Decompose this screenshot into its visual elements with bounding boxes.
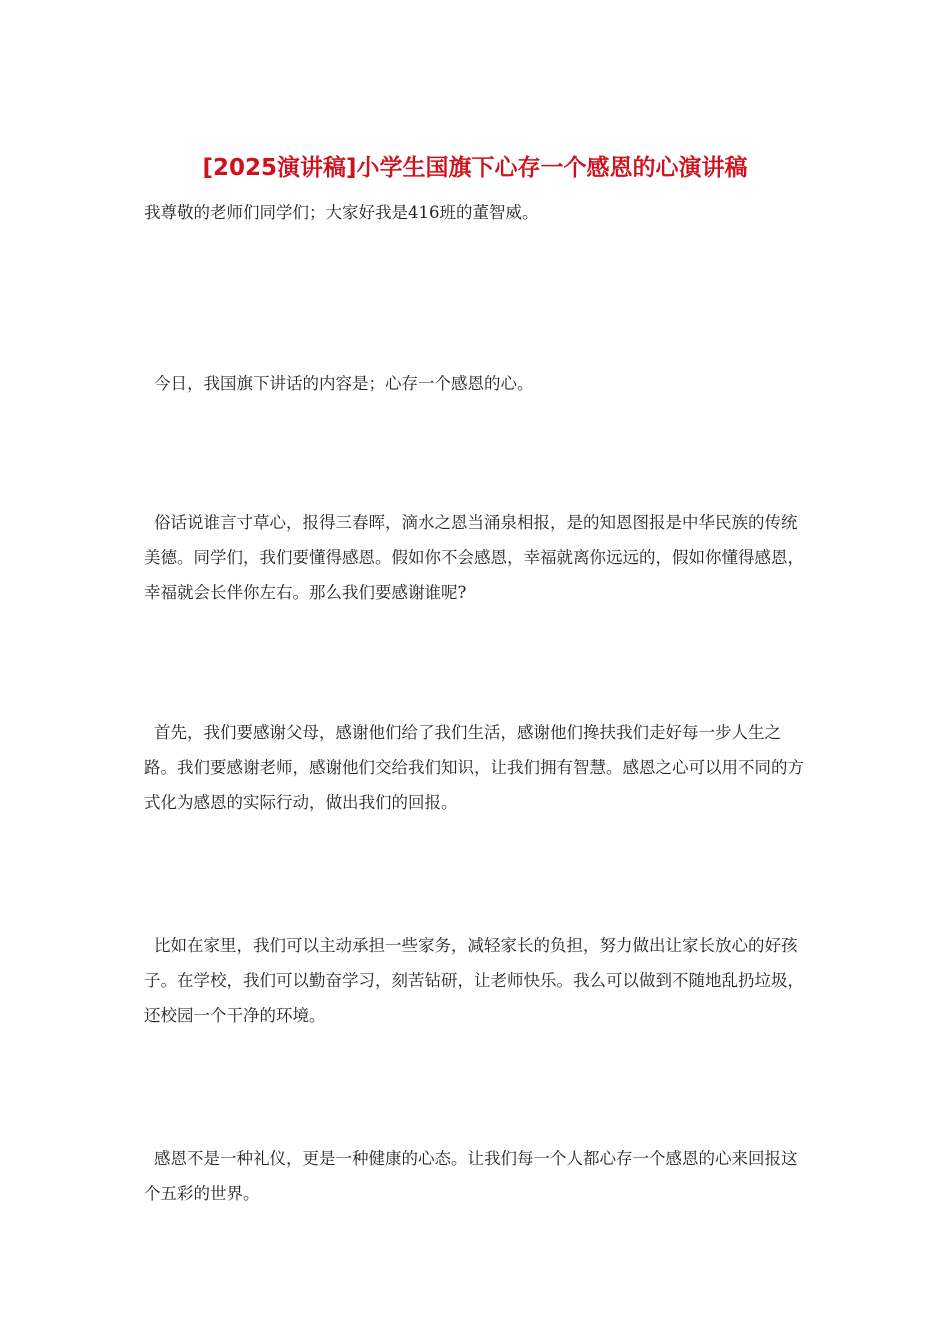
body-paragraph-1: 今日，我国旗下讲话的内容是；心存一个感恩的心。 — [154, 374, 534, 393]
page-title: [2025演讲稿]小学生国旗下心存一个感恩的心演讲稿 — [202, 155, 748, 181]
greeting-paragraph: 我尊敬的老师们同学们；大家好我是416班的董智威。 — [144, 203, 539, 222]
body-paragraph-5: 感恩不是一种礼仪，更是一种健康的心态。让我们每一个人都心存一个感恩的心来回报这个五彩的世界。 — [144, 1149, 798, 1203]
body-paragraph-3: 首先，我们要感谢父母，感谢他们给了我们生活，感谢他们搀扶我们走好每一步人生之路。我们要感谢老师，感谢他们交给我们知识，让我们拥有智慧。感恩之心可以用不同的方式化为感恩的实际行动，做出我们的回报。 — [144, 723, 804, 812]
body-paragraph-2: 俗话说谁言寸草心，报得三春晖，滴水之恩当涌泉相报，是的知恩图报是中华民族的传统美德。同学们，我们要懂得感恩。假如你不会感恩，幸福就离你远远的，假如你懂得感恩，幸福就会长伴你左右。那么我们要感谢谁呢? — [144, 513, 804, 602]
body-paragraph-4: 比如在家里，我们可以主动承担一些家务，减轻家长的负担，努力做出让家长放心的好孩子。在学校，我们可以勤奋学习，刻苦钻研，让老师快乐。我么可以做到不随地乱扔垃圾，还校园一个干净的环境。 — [144, 936, 804, 1025]
